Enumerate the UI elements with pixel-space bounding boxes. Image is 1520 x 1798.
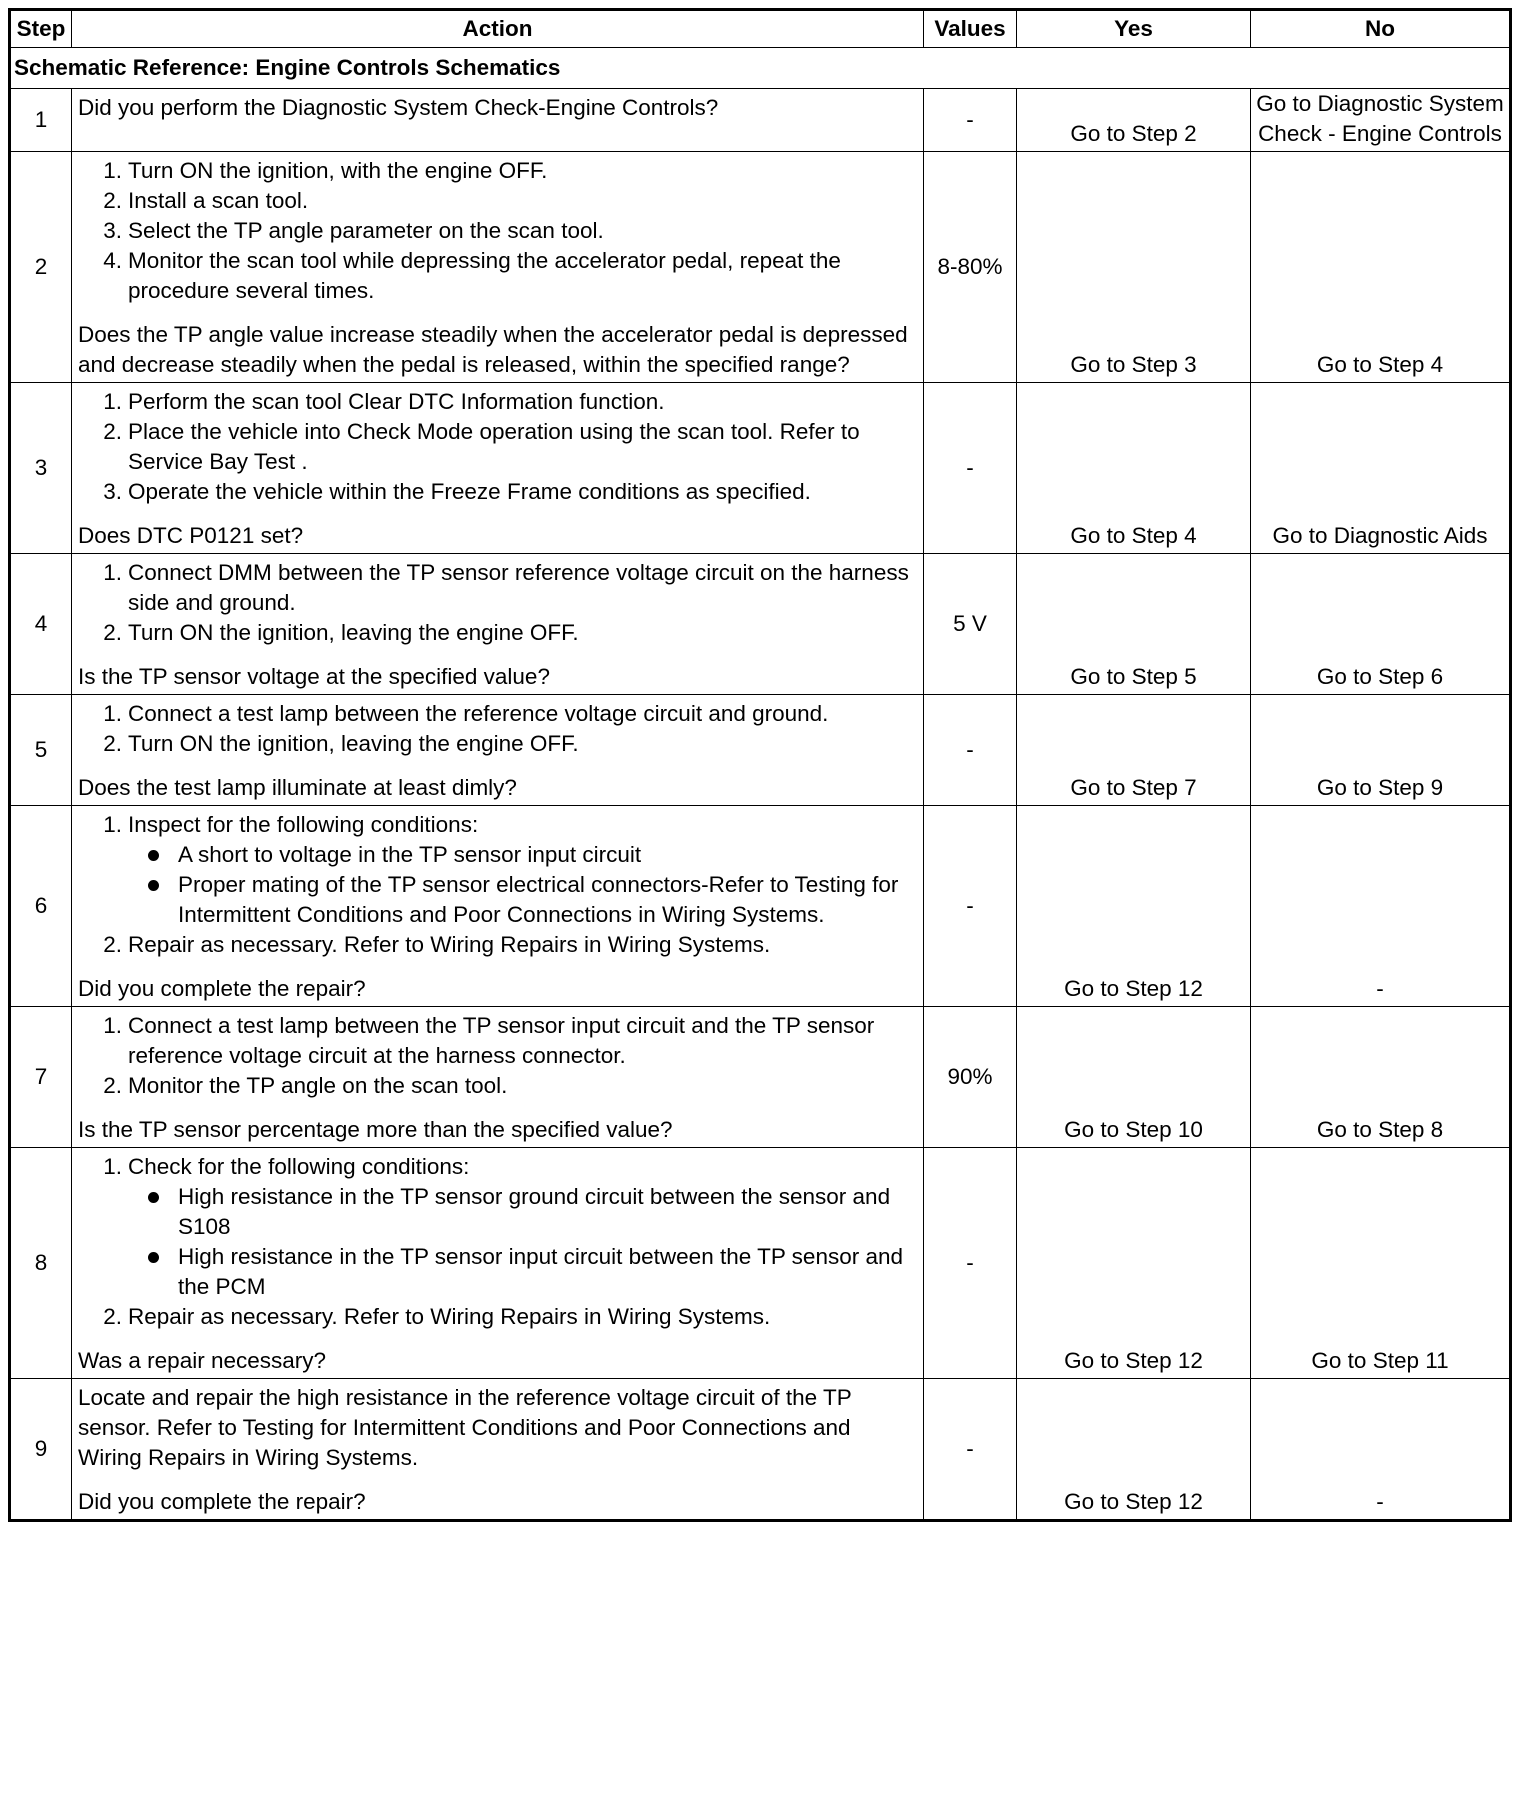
no-result: - xyxy=(1251,806,1511,1007)
condition-item xyxy=(128,1182,917,1242)
action-cell xyxy=(72,89,924,152)
condition-list xyxy=(128,1182,917,1302)
procedure-list xyxy=(78,1011,917,1101)
value-cell: - xyxy=(924,1148,1017,1379)
action-cell xyxy=(72,695,924,806)
table-row xyxy=(10,89,1511,152)
condition-text: High resistance in the TP sensor ground circuit between the sensor and S108 xyxy=(178,1184,891,1239)
procedure-list xyxy=(78,156,917,306)
procedure-number: 2. xyxy=(103,731,122,756)
condition-item xyxy=(128,1242,917,1302)
yes-result: Go to Step 12 xyxy=(1017,1148,1251,1379)
step-number: 5 xyxy=(10,695,72,806)
condition-text: A short to voltage in the TP sensor input circuit xyxy=(178,842,642,867)
procedure-list xyxy=(78,387,917,507)
procedure-text: Operate the vehicle within the Freeze Frame conditions as specified. xyxy=(128,479,811,504)
bullet-icon xyxy=(148,880,159,891)
value-cell: - xyxy=(924,695,1017,806)
table-row xyxy=(10,1379,1511,1521)
procedure-number: 1. xyxy=(103,389,122,414)
yes-result: Go to Step 3 xyxy=(1017,152,1251,383)
header-no: No xyxy=(1251,10,1511,48)
no-result: Go to Diagnostic System Check - Engine Controls xyxy=(1251,89,1511,152)
step-number: 7 xyxy=(10,1007,72,1148)
procedure-item xyxy=(78,1302,917,1332)
procedure-item xyxy=(78,156,917,186)
value-cell: - xyxy=(924,383,1017,554)
condition-list xyxy=(128,840,917,930)
procedure-number: 3. xyxy=(103,479,122,504)
procedure-text: Repair as necessary. Refer to Wiring Repairs in Wiring Systems. xyxy=(128,1304,771,1329)
yes-result: Go to Step 12 xyxy=(1017,1379,1251,1521)
header-yes: Yes xyxy=(1017,10,1251,48)
yes-result: Go to Step 4 xyxy=(1017,383,1251,554)
procedure-list xyxy=(78,699,917,759)
action-question: Was a repair necessary? xyxy=(78,1348,327,1373)
procedure-item xyxy=(78,186,917,216)
step-number: 2 xyxy=(10,152,72,383)
procedure-item xyxy=(78,1152,917,1302)
table-row xyxy=(10,1007,1511,1148)
step-number: 9 xyxy=(10,1379,72,1521)
procedure-text: Check for the following conditions: xyxy=(128,1154,470,1179)
action-intro: Did you perform the Diagnostic System Check-Engine Controls? xyxy=(78,95,719,120)
step-number: 8 xyxy=(10,1148,72,1379)
procedure-list xyxy=(78,558,917,648)
bullet-icon xyxy=(148,1252,159,1263)
no-result: Go to Step 6 xyxy=(1251,554,1511,695)
procedure-text: Select the TP angle parameter on the scan tool. xyxy=(128,218,604,243)
table-row xyxy=(10,806,1511,1007)
bullet-icon xyxy=(148,850,159,861)
yes-result: Go to Step 5 xyxy=(1017,554,1251,695)
procedure-item xyxy=(78,1011,917,1071)
bullet-icon xyxy=(148,1192,159,1203)
value-cell: - xyxy=(924,1379,1017,1521)
procedure-number: 4. xyxy=(103,248,122,273)
procedure-text: Connect DMM between the TP sensor reference voltage circuit on the harness side and ground. xyxy=(128,560,909,615)
action-cell xyxy=(72,1379,924,1521)
procedure-text: Inspect for the following conditions: xyxy=(128,812,479,837)
procedure-text: Monitor the scan tool while depressing the accelerator pedal, repeat the procedure several times. xyxy=(128,248,841,303)
action-cell xyxy=(72,1148,924,1379)
yes-result: Go to Step 2 xyxy=(1017,89,1251,152)
action-cell xyxy=(72,383,924,554)
condition-item xyxy=(128,840,917,870)
procedure-number: 1. xyxy=(103,812,122,837)
procedure-item xyxy=(78,387,917,417)
table-row xyxy=(10,695,1511,806)
procedure-item xyxy=(78,618,917,648)
header-step: Step xyxy=(10,10,72,48)
procedure-text: Connect a test lamp between the reference voltage circuit and ground. xyxy=(128,701,829,726)
step-number: 4 xyxy=(10,554,72,695)
procedure-number: 2. xyxy=(103,1304,122,1329)
procedure-item xyxy=(78,417,917,477)
action-cell xyxy=(72,554,924,695)
procedure-text: Install a scan tool. xyxy=(128,188,309,213)
table-row xyxy=(10,1148,1511,1379)
procedure-text: Repair as necessary. Refer to Wiring Repairs in Wiring Systems. xyxy=(128,932,771,957)
procedure-list xyxy=(78,810,917,960)
procedure-number: 1. xyxy=(103,158,122,183)
no-result: Go to Step 8 xyxy=(1251,1007,1511,1148)
no-result: Go to Diagnostic Aids xyxy=(1251,383,1511,554)
table-row xyxy=(10,152,1511,383)
procedure-text: Perform the scan tool Clear DTC Information function. xyxy=(128,389,665,414)
procedure-number: 1. xyxy=(103,1154,122,1179)
header-values: Values xyxy=(924,10,1017,48)
action-cell xyxy=(72,806,924,1007)
step-number: 6 xyxy=(10,806,72,1007)
procedure-number: 1. xyxy=(103,701,122,726)
procedure-number: 2. xyxy=(103,188,122,213)
procedure-number: 2. xyxy=(103,620,122,645)
table-row xyxy=(10,383,1511,554)
no-result: - xyxy=(1251,1379,1511,1521)
action-question: Did you complete the repair? xyxy=(78,1489,366,1514)
header-row xyxy=(10,10,1511,48)
table-row xyxy=(10,554,1511,695)
procedure-item xyxy=(78,729,917,759)
action-cell xyxy=(72,1007,924,1148)
reference-row xyxy=(10,48,1511,89)
value-cell: 8-80% xyxy=(924,152,1017,383)
value-cell: - xyxy=(924,89,1017,152)
procedure-text: Connect a test lamp between the TP sensor input circuit and the TP sensor reference voltage circuit at the harness connector. xyxy=(128,1013,875,1068)
yes-result: Go to Step 7 xyxy=(1017,695,1251,806)
procedure-text: Monitor the TP angle on the scan tool. xyxy=(128,1073,508,1098)
procedure-number: 1. xyxy=(103,1013,122,1038)
procedure-item xyxy=(78,810,917,930)
condition-item xyxy=(128,870,917,930)
action-intro: Locate and repair the high resistance in the reference voltage circuit of the TP sensor. Refer to Testing for Intermittent Conditions and Poor Connections and Wiring Repairs in Wiring Systems. xyxy=(78,1385,852,1470)
schematic-reference: Schematic Reference: Engine Controls Schematics xyxy=(10,48,1511,89)
procedure-text: Place the vehicle into Check Mode operation using the scan tool. Refer to Service Bay Test . xyxy=(128,419,860,474)
procedure-text: Turn ON the ignition, with the engine OFF. xyxy=(128,158,548,183)
action-question: Is the TP sensor percentage more than the specified value? xyxy=(78,1117,673,1142)
action-question: Is the TP sensor voltage at the specified value? xyxy=(78,664,550,689)
procedure-item xyxy=(78,699,917,729)
procedure-text: Turn ON the ignition, leaving the engine OFF. xyxy=(128,620,579,645)
procedure-number: 2. xyxy=(103,932,122,957)
no-result: Go to Step 9 xyxy=(1251,695,1511,806)
procedure-item xyxy=(78,1071,917,1101)
header-action: Action xyxy=(72,10,924,48)
procedure-list xyxy=(78,1152,917,1332)
condition-text: Proper mating of the TP sensor electrical connectors-Refer to Testing for Intermittent Conditions and Poor Connections in Wiring Systems. xyxy=(178,872,899,927)
no-result: Go to Step 11 xyxy=(1251,1148,1511,1379)
procedure-text: Turn ON the ignition, leaving the engine OFF. xyxy=(128,731,579,756)
no-result: Go to Step 4 xyxy=(1251,152,1511,383)
procedure-number: 3. xyxy=(103,218,122,243)
value-cell: 90% xyxy=(924,1007,1017,1148)
yes-result: Go to Step 10 xyxy=(1017,1007,1251,1148)
procedure-item xyxy=(78,477,917,507)
value-cell: - xyxy=(924,806,1017,1007)
procedure-item xyxy=(78,930,917,960)
value-cell: 5 V xyxy=(924,554,1017,695)
procedure-item xyxy=(78,558,917,618)
procedure-item xyxy=(78,246,917,306)
action-question: Did you complete the repair? xyxy=(78,976,366,1001)
step-number: 3 xyxy=(10,383,72,554)
procedure-number: 1. xyxy=(103,560,122,585)
yes-result: Go to Step 12 xyxy=(1017,806,1251,1007)
action-question: Does the test lamp illuminate at least dimly? xyxy=(78,775,517,800)
diagnostic-table xyxy=(8,8,1512,1522)
step-number: 1 xyxy=(10,89,72,152)
action-question: Does the TP angle value increase steadily when the accelerator pedal is depressed and decrease steadily when the pedal is released, within the specified range? xyxy=(78,322,908,377)
procedure-number: 2. xyxy=(103,419,122,444)
procedure-number: 2. xyxy=(103,1073,122,1098)
condition-text: High resistance in the TP sensor input circuit between the TP sensor and the PCM xyxy=(178,1244,903,1299)
action-question: Does DTC P0121 set? xyxy=(78,523,304,548)
action-cell xyxy=(72,152,924,383)
procedure-item xyxy=(78,216,917,246)
